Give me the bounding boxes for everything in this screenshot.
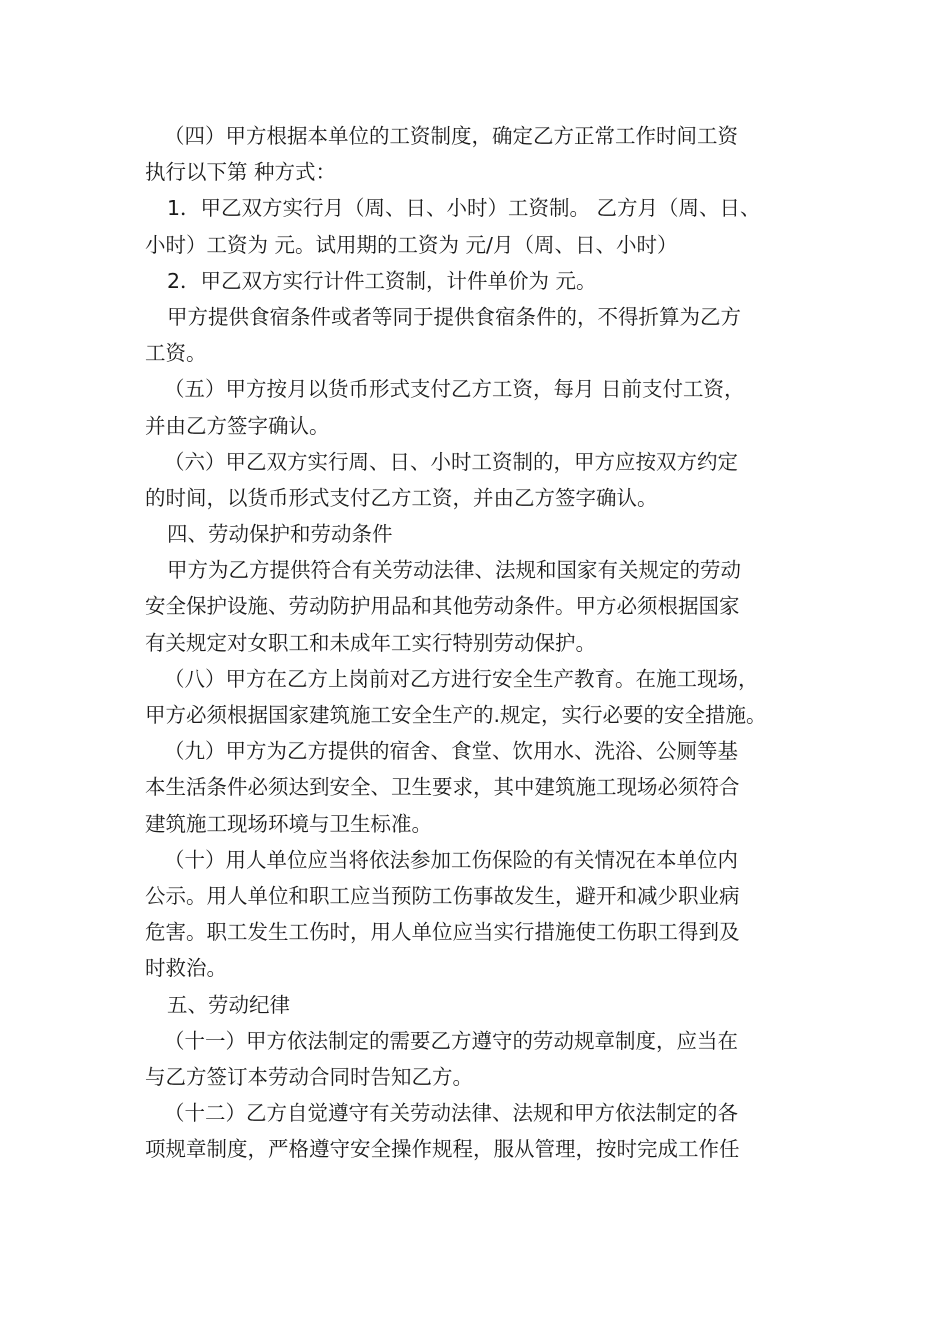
paragraph-line: （五）甲方按月以货币形式支付乙方工资，每月 日前支付工资，: [164, 377, 745, 402]
paragraph-line: 五、劳动纪律: [167, 992, 290, 1017]
paragraph-line: 甲方为乙方提供符合有关劳动法律、法规和国家有关规定的劳动: [167, 558, 741, 583]
paragraph-line: （六）甲乙双方实行周、日、小时工资制的，甲方应按双方约定: [164, 449, 738, 474]
paragraph-line: （十二）乙方自觉遵守有关劳动法律、法规和甲方依法制定的各: [164, 1101, 738, 1126]
paragraph-line: （十）用人单位应当将依法参加工伤保险的有关情况在本单位内: [164, 847, 738, 872]
paragraph-line: 2．甲乙双方实行计件工资制，计件单价为 元。: [167, 268, 597, 293]
paragraph-line: 公示。用人单位和职工应当预防工伤事故发生，避开和减少职业病: [145, 883, 740, 908]
paragraph-line: 甲方必须根据国家建筑施工安全生产的.规定，实行必要的安全措施。: [145, 703, 767, 727]
paragraph-line: （四）甲方根据本单位的工资制度，确定乙方正常工作时间工资: [164, 124, 738, 148]
paragraph-line: 并由乙方签字确认。: [145, 413, 330, 438]
paragraph-line: 四、劳动保护和劳动条件: [167, 522, 393, 547]
paragraph-line: （九）甲方为乙方提供的宿舍、食堂、饮用水、洗浴、公厕等基: [164, 739, 738, 764]
paragraph-line: 的时间，以货币形式支付乙方工资，并由乙方签字确认。: [145, 485, 658, 510]
paragraph-line: 1．甲乙双方实行月（周、日、小时）工资制。 乙方月（周、日、: [167, 196, 761, 221]
paragraph-line: 本生活条件必须达到安全、卫生要求，其中建筑施工现场必须符合: [145, 775, 740, 800]
paragraph-line: 安全保护设施、劳动防护用品和其他劳动条件。甲方必须根据国家: [145, 594, 740, 619]
paragraph-line: 危害。职工发生工伤时，用人单位应当实行措施使工伤职工得到及: [145, 920, 740, 945]
paragraph-line: 有关规定对女职工和未成年工实行特别劳动保护。: [145, 630, 596, 655]
paragraph-line: （十一）甲方依法制定的需要乙方遵守的劳动规章制度，应当在: [164, 1028, 738, 1053]
document-body: [145, 118, 810, 1167]
paragraph-line: 建筑施工现场环境与卫生标准。: [145, 811, 432, 836]
paragraph-line: 时救治。: [145, 956, 227, 981]
paragraph-line: 执行以下第 种方式：: [145, 160, 337, 185]
paragraph-line: 项规章制度，严格遵守安全操作规程，服从管理，按时完成工作任: [145, 1137, 740, 1162]
paragraph-line: 工资。: [145, 341, 207, 366]
paragraph-line: （八）甲方在乙方上岗前对乙方进行安全生产教育。在施工现场，: [164, 666, 759, 691]
paragraph-line: 小时）工资为 元。试用期的工资为 元/月（周、日、小时）: [145, 232, 678, 257]
paragraph-line: 与乙方签订本劳动合同时告知乙方。: [145, 1064, 473, 1089]
paragraph-line: 甲方提供食宿条件或者等同于提供食宿条件的，不得折算为乙方: [167, 304, 741, 329]
